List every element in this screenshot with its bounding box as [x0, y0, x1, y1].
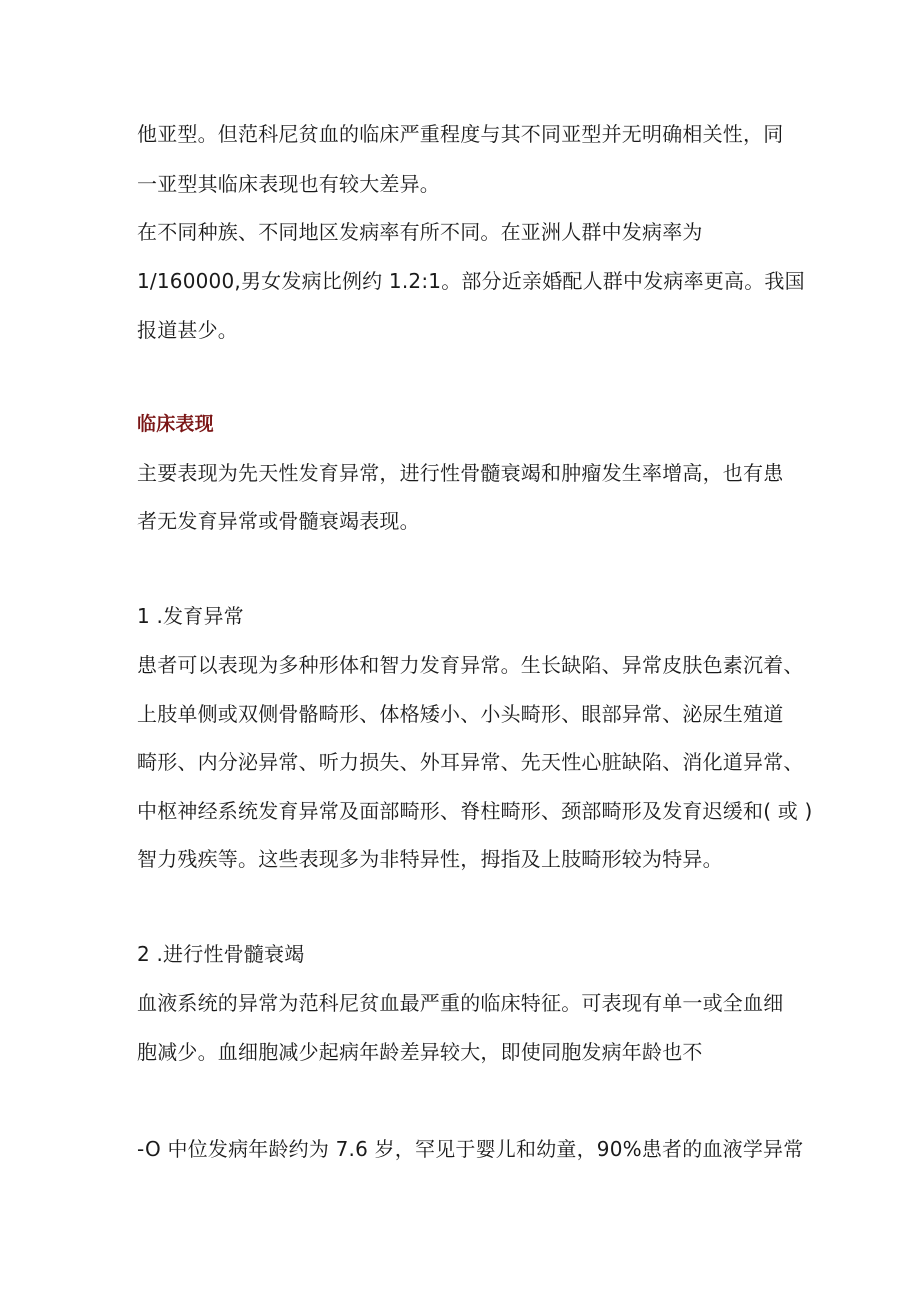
subsection-heading: 1 .发育异常 [137, 604, 244, 628]
paragraph-line: 1/160000,男女发病比例约 1.2:1。部分近亲婚配人群中发病率更高。我国 [137, 269, 805, 293]
paragraph-line: 血液系统的异常为范科尼贫血最严重的临床特征。可表现有单一或全血细 [137, 991, 784, 1015]
paragraph-line: 智力残疾等。这些表现多为非特异性，拇指及上肢畸形较为特异。 [137, 847, 723, 871]
paragraph-line: 报道甚少。 [137, 318, 238, 342]
paragraph-line: 者无发育异常或骨髓衰竭表现。 [137, 509, 420, 533]
subsection-heading: 2 .进行性骨髓衰竭 [137, 942, 305, 966]
paragraph-line: 一亚型其临床表现也有较大差异。 [137, 172, 440, 196]
paragraph-line: 上肢单侧或双侧骨骼畸形、体格矮小、小头畸形、眼部异常、泌尿生殖道 [137, 702, 784, 726]
paragraph-line: 胞减少。血细胞减少起病年龄差异较大，即使同胞发病年龄也不 [137, 1040, 703, 1064]
paragraph-line: 主要表现为先天性发育异常，进行性骨髓衰竭和肿瘤发生率增高，也有患 [137, 461, 784, 485]
paragraph-line: 他亚型。但范科尼贫血的临床严重程度与其不同亚型并无明确相关性，同 [137, 122, 784, 146]
paragraph-line: 畸形、内分泌异常、听力损失、外耳异常、先天性心脏缺陷、消化道异常、 [137, 750, 804, 774]
paragraph-line: -O 中位发病年龄约为 7.6 岁，罕见于婴儿和幼童，90%患者的血液学异常 [137, 1137, 804, 1161]
section-heading: 临床表现 [137, 413, 214, 435]
paragraph-line: 患者可以表现为多种形体和智力发育异常。生长缺陷、异常皮肤色素沉着、 [137, 653, 804, 677]
paragraph-line: 中枢神经系统发育异常及面部畸形、脊柱畸形、颈部畸形及发育迟缓和( 或 ) [137, 799, 813, 823]
paragraph-line: 在不同种族、不同地区发病率有所不同。在亚洲人群中发病率为 [137, 220, 703, 244]
